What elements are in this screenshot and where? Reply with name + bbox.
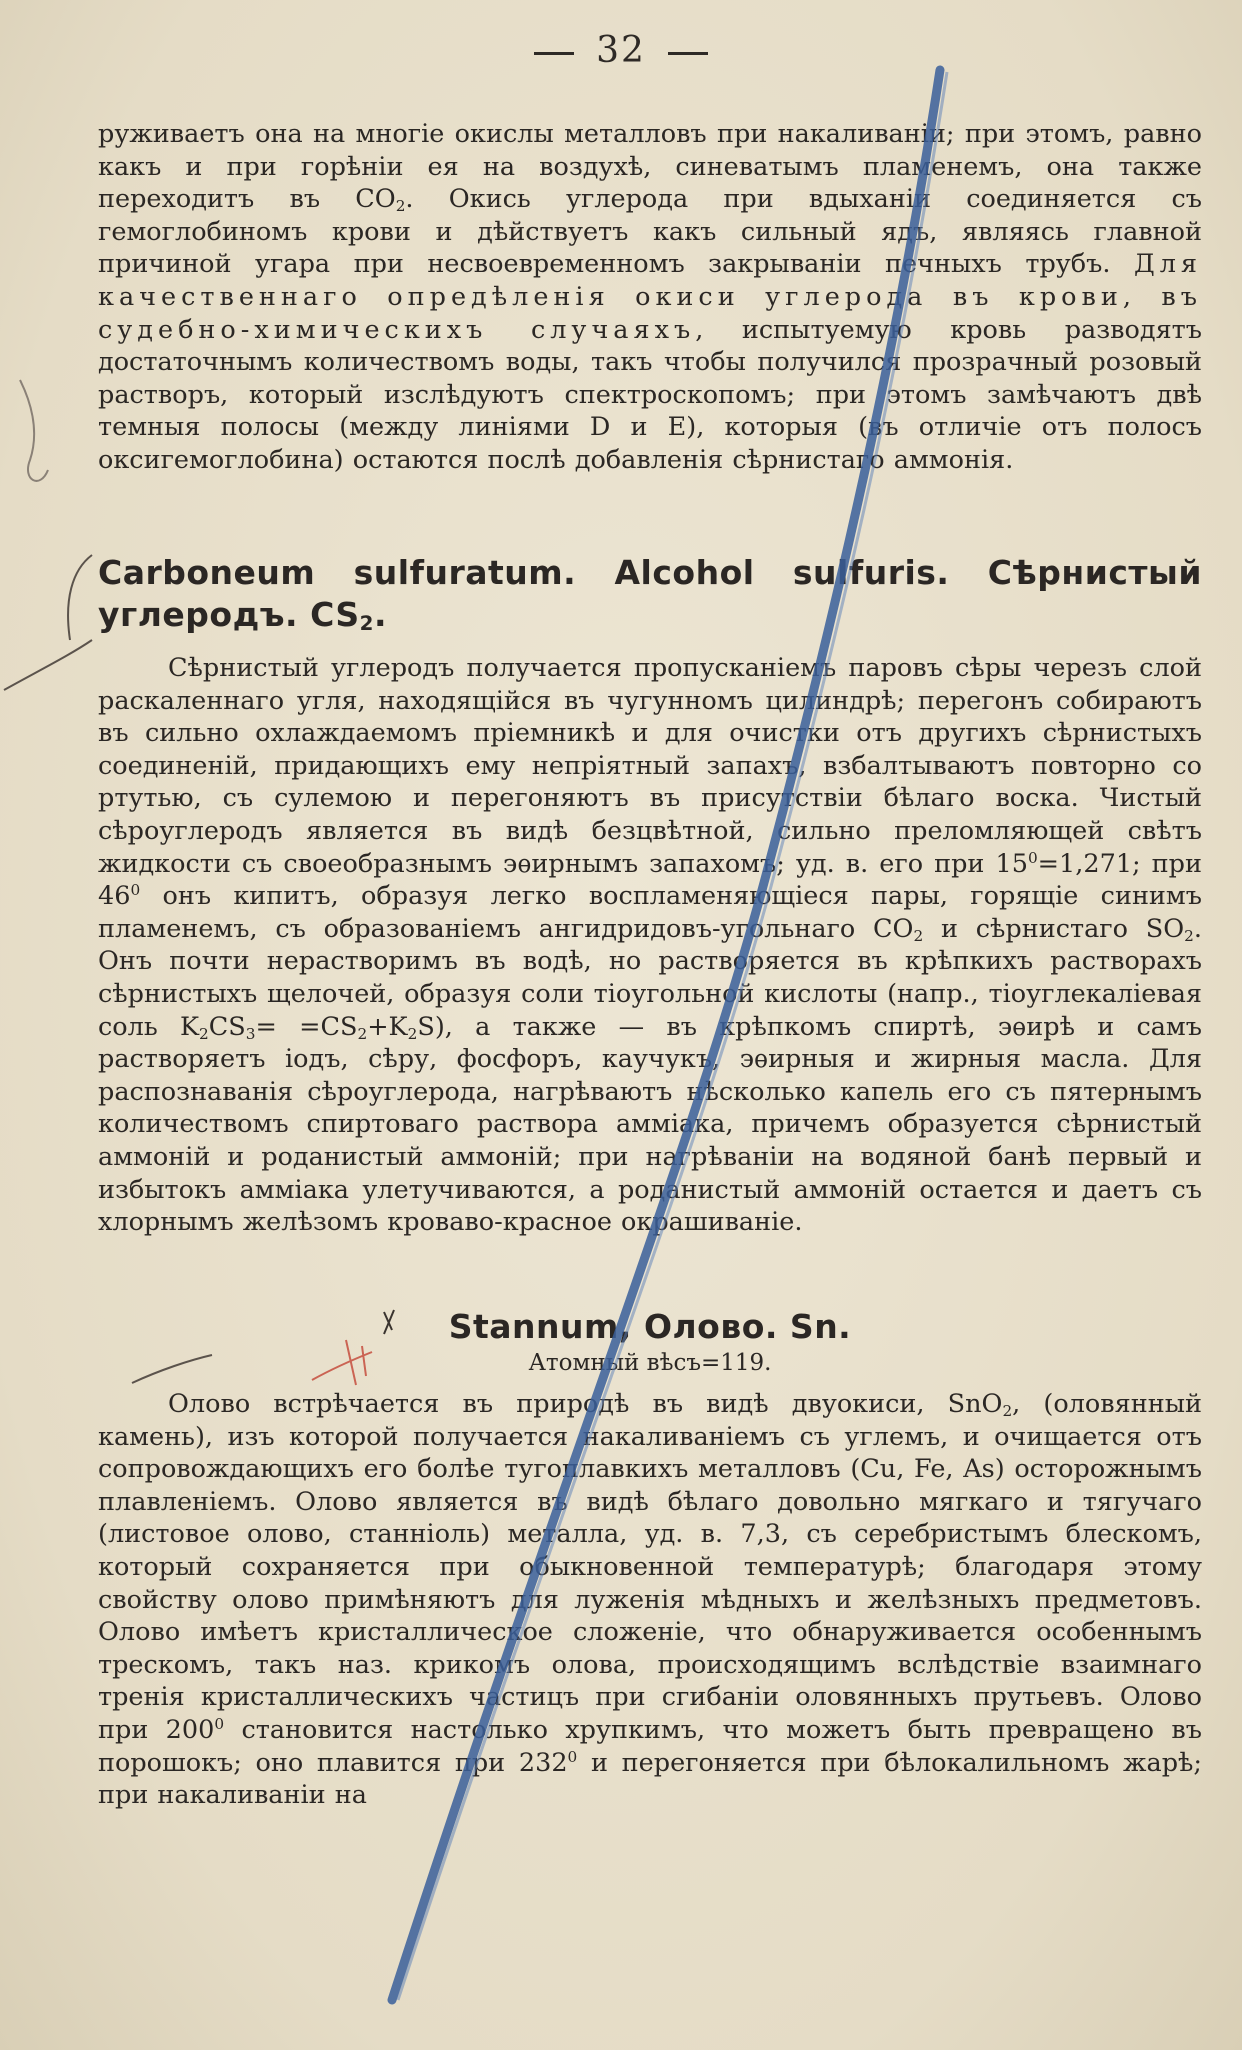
paragraph-stannum: Олово встрѣчается въ природѣ въ видѣ двуокиси, SnO$_2$, (оловянный камень), изъ которой получается накаливаніемъ съ углемъ, и очищается отъ сопровождающихъ его болѣе тугоплавкихъ металловъ (Cu, Fe, As) осторожнымъ плавленіемъ. Олово является въ видѣ бѣлаго довольно мягкаго и тягучаго (листовое олово, станніоль) металла, уд. в. 7,3, съ серебристымъ блескомъ, который сохраняется при обыкновенной температурѣ; благодаря этому свойству олово примѣняютъ для луженія мѣдныхъ и желѣзныхъ предметовъ. Олово имѣетъ кристаллическое сложеніе, что обнаруживается особеннымъ трескомъ, такъ наз. крикомъ олова, происходящимъ вслѣдствіе взаимнаго тренія кристаллическихъ частицъ при сгибаніи оловянныхъ прутьевъ. Олово при $200^0$ становится настолько хрупкимъ, что можетъ быть превращено въ порошокъ; оно плавится при $232^0$ и перегоняется при бѣлокалильномъ жарѣ; при накаливаніи на <box>98 1389 1203 1811</box>
paragraph-carboneum: Сѣрнистый углеродъ получается пропусканіемъ паровъ сѣры черезъ слой раскаленнаго угля, находящійся въ чугунномъ цилиндрѣ; перегонъ собираютъ въ сильно охлаждаемомъ пріемникѣ и для очистки отъ другихъ сѣрнистыхъ соединеній, придающихъ ему непріятный запахъ, взбалтываютъ повторно со ртутью, съ сулемою и перегоняютъ въ присутствіи бѣлаго воска. Чистый сѣроуглеродъ является въ видѣ безцвѣтной, сильно преломляющей свѣтъ жидкости съ своеобразнымъ эѳирнымъ запахомъ; уд. в. его при $15^0=1,271$; при $46^0$ онъ кипитъ, образуя легко воспламеняющіеся пары, горящіе синимъ пламенемъ, съ образованіемъ ангидридовъ-угольнаго $CO_2$ и сѣрнистаго $SO_2$. Онъ почти нерастворимъ въ водѣ, но растворяется въ крѣпкихъ растворахъ сѣрнистыхъ щелочей, образуя соли тіоугольной кислоты (напр., тіоуглекаліевая соль $K_2CS_3= =CS_2+K_2S$), а также — въ крѣпкомъ спиртѣ, эѳирѣ и самъ растворяетъ іодъ, сѣру, фосфоръ, каучукъ, эѳирныя и жирныя масла. Для распознаванія сѣроуглерода, нагрѣваютъ нѣсколько капель его съ пятернымъ количествомъ спиртоваго раствора аммiака, причемъ образуется сѣрнистый аммоній и роданистый аммоній; при нагрѣваніи на водяной банѣ первый и избытокъ аммiака улетучиваются, а роданистый аммоній остается и даетъ съ хлорнымъ желѣзомъ кроваво-красное окрашиваніе. <box>98 653 1203 1238</box>
spaced-emphasis: Для качественнаго опредѣленія окиси углерода въ крови, въ судебно-химическихъ случаяхъ <box>98 249 1202 345</box>
pencil-bracket-heading <box>68 555 92 640</box>
dash-left <box>534 52 574 55</box>
paragraph-top-text: руживаетъ она на многіе окислы металловъ при накаливаніи; при этомъ, равно какъ и при горѣніи ея на воздухѣ, синеватымъ пламенемъ, она также переходитъ въ $CO_2$. Окись углерода при вдыханіи соединяется съ гемоглобиномъ крови и дѣйствуетъ какъ сильный ядъ, являясь главной причиной угара при несвоевременномъ закрываніи печныхъ трубъ. Для качественнаго опредѣленія окиси углерода въ крови, въ судебно-химическихъ случаяхъ, испытуемую кровь разводятъ достаточнымъ количествомъ воды, такъ чтобы получился прозрачный розовый растворъ, который изслѣдуютъ спектроскопомъ; при этомъ замѣчаютъ двѣ темныя полосы (между линіями D и E), которыя (въ отличіе отъ полосъ оксигемоглобина) остаются послѣ добавленія сѣрнистаго аммонія. <box>98 119 1202 475</box>
paragraph-top <box>98 118 1202 477</box>
pencil-margin-scribble <box>20 380 48 481</box>
section-stannum <box>98 1306 1202 1812</box>
page-number: 32 <box>0 30 1242 71</box>
pencil-stroke-left-upper <box>4 640 92 690</box>
section-carboneum <box>98 552 1202 1239</box>
heading-stannum: Stannum, Олово. Sn. <box>448 1307 852 1346</box>
heading-carboneum: Carboneum sulfuratum. Alcohol sulfuris. Сѣрнистый углеродъ. $CS_2$. <box>98 553 1202 635</box>
dash-right <box>668 52 708 55</box>
atomic-weight: Атомный вѣсъ=119. <box>528 1350 772 1376</box>
